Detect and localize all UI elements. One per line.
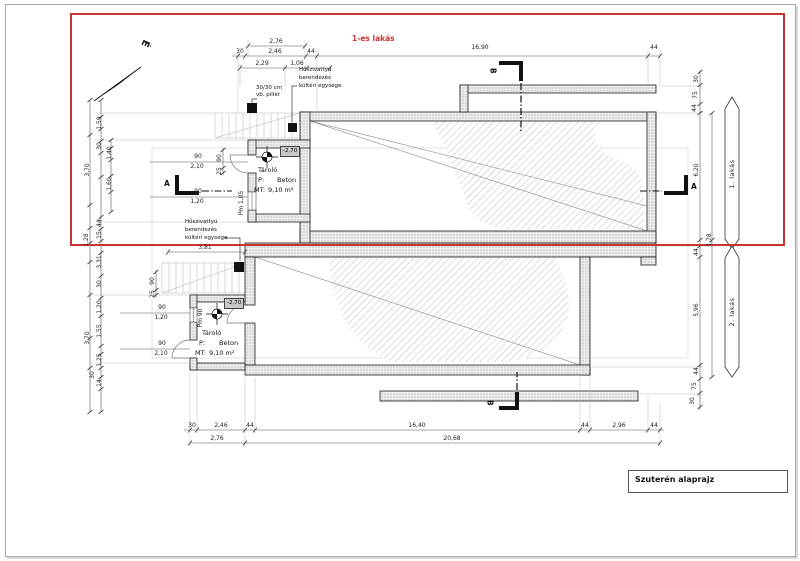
wall-lower-right	[580, 257, 590, 375]
dim-top-1690: 16,90	[471, 44, 489, 51]
dim-left-159: 1,59	[96, 116, 103, 130]
room1-level-badge: -2,70	[280, 146, 300, 157]
dim-left-128: 1,28	[83, 233, 90, 247]
room2-name: Tároló	[202, 329, 222, 337]
opening-l-parapet: Pm 90	[197, 308, 204, 328]
terrain-hatch-lower	[330, 258, 569, 362]
room2-floor-key: P:	[199, 339, 206, 347]
dim-bot-2068: 20,68	[443, 435, 461, 442]
dim-bot-44a: 44	[246, 422, 254, 429]
dim-left-30c: 30	[89, 371, 96, 379]
dim-left-160: 1,60	[106, 177, 113, 191]
drawing-title: Szuterén alaprajz	[635, 475, 715, 484]
dim-stair2-25: 25	[149, 290, 156, 298]
dim-right-30b: 30	[689, 397, 696, 405]
dim-left-370a: 3,70	[84, 163, 91, 177]
dim-bot-44b: 44	[581, 422, 589, 429]
dim-stair1-25: 25	[216, 167, 223, 175]
heatpump1-note-line2: berendezés	[299, 75, 331, 81]
room2-area: 9,10 m²	[209, 349, 235, 357]
room2-floor: Beton	[219, 339, 239, 347]
dim-right-44a: 44	[691, 104, 698, 112]
dim-top-229: 2,29	[255, 60, 269, 67]
apartment-1-tag-label: 1. lakás	[728, 159, 736, 189]
dim-top-44b: 44	[650, 44, 658, 51]
pillar-note-line1: 30/30 cm	[256, 85, 282, 91]
dim-left-331: 3,31	[96, 255, 103, 269]
opening-u-door-h: 2,10	[190, 163, 204, 170]
north-label: É	[138, 37, 152, 49]
heatpump2-note-line3: kültéri egysége	[185, 235, 228, 241]
opening-u-win-w: 90	[194, 188, 202, 195]
dim-right-75a: 75	[692, 91, 699, 99]
dim-bot-44c: 44	[650, 422, 658, 429]
section-b-top-letter: B	[488, 67, 498, 74]
dim-left-30a: 30	[96, 142, 103, 150]
dim-top-30: 30	[236, 48, 244, 55]
heatpump2-note-line2: berendezés	[185, 227, 217, 233]
dim-bot-276: 2,76	[210, 435, 224, 442]
section-b-bottom-letter: B	[485, 399, 495, 406]
opening-u-door-w: 90	[194, 153, 202, 160]
room2-area-key: MT:	[195, 349, 207, 357]
wall-lower-bottom	[245, 365, 590, 375]
dim-381: 3,81	[198, 244, 212, 251]
dim-left-155: 1,55	[96, 324, 103, 338]
dim-left-14: 14	[96, 379, 103, 387]
dim-bot-1640: 16,40	[408, 422, 426, 429]
dim-left-125: 1,25	[96, 353, 103, 367]
wall-storage2-left-a	[190, 295, 197, 308]
heat-pump-unit-2	[234, 262, 244, 272]
dim-left-120: 1,20	[96, 300, 103, 314]
heatpump1-note-line1: Hőszivattyú	[299, 67, 332, 73]
wall-storage2-left-b	[190, 322, 197, 340]
section-a-right-letter: A	[691, 182, 697, 191]
room2-level-badge: -2,70	[224, 298, 244, 309]
pillar-note-line2: vb. pillér	[256, 92, 280, 98]
heatpump1-note-line3: kültéri egysége	[299, 83, 342, 89]
opening-l-win-h: 1,20	[154, 314, 168, 321]
stairs-lower	[162, 263, 245, 293]
room1-area-key: MT:	[254, 186, 266, 194]
dim-right-178: 1,78	[706, 233, 713, 247]
dim-left-15: 15	[96, 231, 103, 239]
dim-stair1-90: 90	[216, 154, 223, 162]
dim-top-246: 2,46	[268, 48, 282, 55]
room1-name: Tároló	[258, 166, 278, 174]
dim-top-106: 1,06	[290, 60, 304, 67]
section-a-left-letter: A	[164, 179, 170, 188]
dim-right-75b: 75	[691, 382, 698, 390]
dim-right-30a: 30	[693, 75, 700, 83]
wall-lower-pier	[641, 257, 656, 265]
apartment1-highlight-box	[70, 13, 785, 246]
heatpump2-note-line1: Hőszivattyú	[185, 219, 218, 225]
dim-right-596: 5,96	[693, 303, 700, 317]
opening-u-win-h: 1,20	[190, 198, 204, 205]
dim-right-44b: 44	[693, 248, 700, 256]
opening-u-parapet: Pm 1,05	[238, 190, 245, 216]
dim-top-44a: 44	[307, 48, 315, 55]
dim-left-140: 1,40	[106, 146, 113, 160]
dim-left-30b: 30	[96, 280, 103, 288]
dim-bot-30: 30	[188, 422, 196, 429]
dim-stair2-90: 90	[149, 277, 156, 285]
opening-l-door-w: 90	[158, 340, 166, 347]
room1-area: 9,10 m²	[268, 186, 294, 194]
dim-bot-296: 2,96	[612, 422, 626, 429]
apartment1-highlight-label: 1-es lakás	[352, 34, 395, 43]
opening-l-door-h: 2,10	[154, 350, 168, 357]
dim-right-44c: 44	[693, 367, 700, 375]
dim-right-620: 6,20	[693, 163, 700, 177]
wall-storage2-left-c	[190, 358, 197, 370]
room1-floor: Beton	[277, 176, 297, 184]
dim-left-370b: 3,70	[84, 331, 91, 345]
wall-lower-left-b	[245, 323, 255, 365]
title-block	[628, 470, 788, 493]
room1-floor-key: P:	[258, 176, 265, 184]
dim-left-44: 44	[96, 219, 103, 227]
wall-lower-left-a	[245, 257, 255, 305]
dim-bot-246: 2,46	[214, 422, 228, 429]
wall-retaining-strip	[380, 391, 638, 401]
opening-l-win-w: 90	[158, 304, 166, 311]
apartment-2-tag-label: 2. lakás	[728, 297, 736, 327]
dim-top-276: 2,76	[269, 38, 283, 45]
wall-storage2-bottom	[190, 363, 245, 370]
